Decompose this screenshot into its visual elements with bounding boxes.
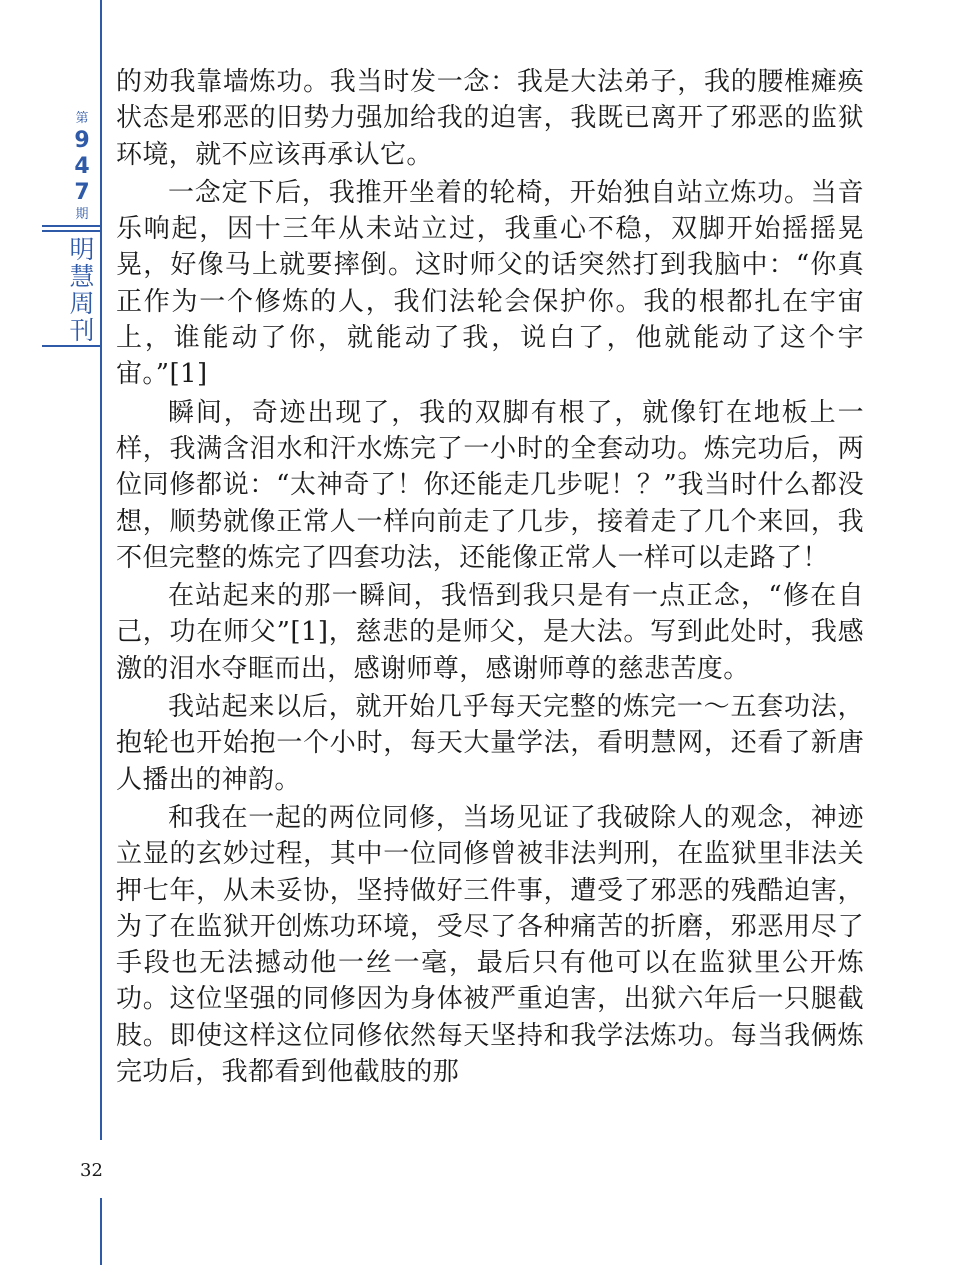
margin-rule-bottom <box>100 1198 102 1265</box>
issue-digit: 7 <box>74 180 90 205</box>
article-body <box>116 64 864 1092</box>
issue-digit: 9 <box>74 128 90 153</box>
paragraph: 在站起来的那一瞬间，我悟到我只是有一点正念，“修在自己，功在师父”[1]，慈悲的是师父，是大法。写到此处时，我感激的泪水夺眶而出，感谢师尊，感谢师尊的慈悲苦度。 <box>116 581 864 684</box>
paragraph: 瞬间，奇迹出现了，我的双脚有根了，就像钉在地板上一样，我满含泪水和汗水炼完了一小时的全套动功。炼完功后，两位同修都说：“太神奇了！你还能走几步呢！？”我当时什么都没想，顺势就像正常人一样向前走了几步，接着走了几个来回，我不但完整的炼完了四套功法，还能像正常人一样可以走路了！ <box>116 397 864 573</box>
paragraph: 我站起来以后，就开始几乎每天完整的炼完一～五套功法，抱轮也开始抱一个小时，每天大量学法，看明慧网，还看了新唐人播出的神韵。 <box>116 692 864 795</box>
magazine-title-char: 刊 <box>69 316 95 345</box>
divider-line <box>42 345 100 347</box>
issue-number <box>62 110 102 224</box>
paragraph: 和我在一起的两位同修，当场见证了我破除人的观念，神迹立显的玄妙过程，其中一位同修曾被非法判刑，在监狱里非法关押七年，从未妥协，坚持做好三件事，遭受了邪恶的残酷迫害，为了在监狱开创炼功环境，受尽了各种痛苦的折磨，邪恶用尽了手段也无法撼动他一丝一毫，最后只有他可以在监狱里公开炼功。这位坚强的同修因为身体被严重迫害，出狱六年后一只腿截肢。即使这样这位同修依然每天坚持和我学法炼功。每当我俩炼完功后，我都看到他截肢的那 <box>116 802 864 1088</box>
magazine-title-char: 明 <box>69 235 95 264</box>
divider-line <box>42 230 100 232</box>
paragraph: 一念定下后，我推开坐着的轮椅，开始独自站立炼功。当音乐响起，因十三年从未站立过，我重心不稳，双脚开始摇摇晃晃，好像马上就要摔倒。这时师父的话突然打到我脑中：“你真正作为一个修炼的人，我们法轮会保护你。我的根都扎在宇宙上，谁能动了你，就能动了我，说白了，他就能动了这个宇宙。”[1] <box>116 177 864 390</box>
issue-digit: 4 <box>74 154 90 179</box>
page-number: 32 <box>80 1160 103 1181</box>
divider-line <box>42 225 100 227</box>
magazine-title-char: 慧 <box>69 262 95 291</box>
magazine-title-char: 周 <box>69 289 95 318</box>
issue-digits <box>62 128 102 206</box>
magazine-title <box>62 236 102 344</box>
issue-prefix: 第 <box>75 111 89 126</box>
page-margin <box>0 0 102 1265</box>
paragraph: 的劝我靠墙炼功。我当时发一念：我是大法弟子，我的腰椎瘫痪状态是邪恶的旧势力强加给我的迫害，我既已离开了邪恶的监狱环境，就不应该再承认它。 <box>116 67 864 170</box>
issue-suffix: 期 <box>75 207 89 222</box>
